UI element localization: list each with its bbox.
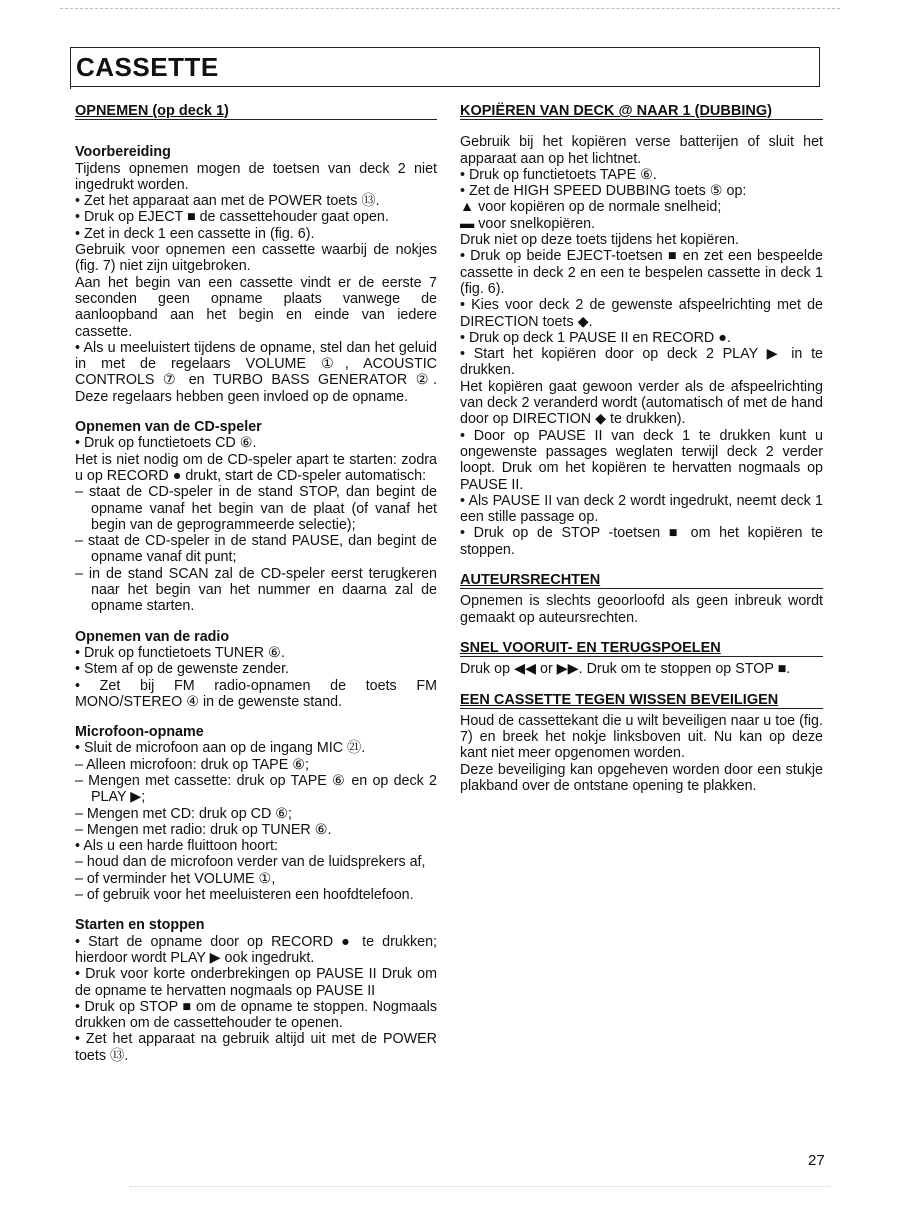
paragraph: Tijdens opnemen mogen de toetsen van deck 2 niet ingedrukt worden. bbox=[75, 160, 437, 193]
section-heading: KOPIËREN VAN DECK @ NAAR 1 (DUBBING) bbox=[460, 103, 823, 120]
paragraph: • Start het kopiëren door op deck 2 PLAY ▶ in te drukken. bbox=[460, 346, 823, 379]
paragraph: Druk op ◀◀ or ▶▶. Druk om te stoppen op STOP ■. bbox=[460, 661, 791, 678]
paragraph: ▲ voor kopiëren op de normale snelheid; bbox=[460, 199, 722, 216]
dash-item: – Mengen met CD: druk op CD ⑥; bbox=[75, 805, 293, 822]
paragraph: • Zet het apparaat na gebruik altijd uit met de POWER toets ⑬. bbox=[75, 1031, 437, 1064]
paragraph: Aan het begin van een cassette vindt er de eerste 7 seconden geen opname plaats vanwege de aanloopband aan het begin en einde van iedere cassette. bbox=[75, 274, 437, 340]
paragraph: • Druk op STOP ■ om de opname te stoppen. Nogmaals drukken om de cassettehouder te openen. bbox=[75, 998, 437, 1032]
dash-item: – Mengen met radio: druk op TUNER ⑥. bbox=[75, 821, 332, 838]
left-heading: OPNEMEN (op deck 1) bbox=[75, 103, 437, 120]
paragraph: • Als u een harde fluittoon hoort: bbox=[75, 838, 278, 855]
scan-artifact-bottom bbox=[130, 1186, 830, 1187]
page-number: 27 bbox=[808, 1152, 825, 1169]
subsection-title: Opnemen van de CD-speler bbox=[75, 419, 262, 436]
paragraph: • Kies voor deck 2 de gewenste afspeelrichting met de DIRECTION toets ◆. bbox=[460, 297, 823, 330]
paragraph: • Als u meeluistert tijdens de opname, stel dan het geluid in met de regelaars VOLUME ①, ACOUSTIC CONTROLS ⑦ en TURBO BASS GENERATOR ②. Deze regelaars hebben geen invloed op de opname. bbox=[75, 339, 437, 405]
section-heading: SNEL VOORUIT- EN TERUGSPOELEN bbox=[460, 640, 823, 657]
paragraph: • Start de opname door op RECORD ● te drukken; hierdoor wordt PLAY ▶ ook ingedrukt. bbox=[75, 933, 437, 966]
paragraph: • Druk op functietoets TAPE ⑥. bbox=[460, 166, 657, 183]
dash-item: – of gebruik voor het meeluisteren een hoofdtelefoon. bbox=[75, 887, 414, 904]
section-heading: EEN CASSETTE TEGEN WISSEN BEVEILIGEN bbox=[460, 692, 823, 709]
subsection-title: Opnemen van de radio bbox=[75, 628, 230, 645]
scan-artifact-top bbox=[60, 8, 840, 11]
dash-item: – Mengen met cassette: druk op TAPE ⑥ en op deck 2 PLAY ▶; bbox=[75, 772, 437, 806]
paragraph: Het is niet nodig om de CD-speler apart te starten: zodra u op RECORD ● drukt, start de CD-speler automatisch: bbox=[75, 451, 437, 484]
paragraph: • Zet bij FM radio-opnamen de toets FM MONO/STEREO ④ in de gewenste stand. bbox=[75, 677, 437, 710]
paragraph: • Druk op deck 1 PAUSE II en RECORD ●. bbox=[460, 329, 731, 346]
dash-item: – of verminder het VOLUME ①, bbox=[75, 870, 276, 887]
paragraph: • Druk op functietoets TUNER ⑥. bbox=[75, 644, 285, 661]
subsection-title: Starten en stoppen bbox=[75, 917, 205, 934]
paragraph: • Stem af op de gewenste zender. bbox=[75, 661, 290, 678]
subsection-title: Voorbereiding bbox=[75, 144, 171, 161]
dash-item: – Alleen microfoon: druk op TAPE ⑥; bbox=[75, 756, 310, 773]
paragraph: • Als PAUSE II van deck 2 wordt ingedrukt, neemt deck 1 een stille passage op. bbox=[460, 492, 823, 526]
paragraph: • Druk op de STOP -toetsen ■ om het kopiëren te stoppen. bbox=[460, 525, 823, 558]
paragraph: Deze beveiliging kan opgeheven worden door een stukje plakband over de ontstane opening te plakken. bbox=[460, 761, 823, 794]
paragraph: ▬ voor snelkopiëren. bbox=[460, 215, 596, 232]
paragraph: • Sluit de microfoon aan op de ingang MIC ㉑. bbox=[75, 740, 366, 757]
paragraph: • Zet het apparaat aan met de POWER toets ⑬. bbox=[75, 193, 380, 210]
paragraph: Opnemen is slechts geoorloofd als geen inbreuk wordt gemaakt op auteursrechten. bbox=[460, 593, 823, 626]
page-title: CASSETTE bbox=[76, 52, 219, 82]
paragraph: Gebruik bij het kopiëren verse batterijen of sluit het apparaat aan op het lichtnet. bbox=[460, 134, 823, 167]
dash-item: – houd dan de microfoon verder van de luidsprekers af, bbox=[75, 854, 426, 871]
paragraph: • Door op PAUSE II van deck 1 te drukken kunt u ongewenste passages weglaten terwijl deck 2 verder loopt. Druk om het kopiëren te hervatten nogmaals op PAUSE II. bbox=[460, 427, 823, 493]
section-header bbox=[70, 47, 820, 87]
paragraph: Houd de cassettekant die u wilt beveiligen naar u toe (fig. 7) en breek het nokje linksboven uit. Nu kan op deze kant niet meer opgenomen worden. bbox=[460, 712, 823, 762]
paragraph: Gebruik voor opnemen een cassette waarbij de nokjes (fig. 7) niet zijn uitgebroken. bbox=[75, 242, 437, 275]
subsection-title: Microfoon-opname bbox=[75, 724, 204, 741]
paragraph: • Druk op functietoets CD ⑥. bbox=[75, 435, 257, 452]
dash-item: – staat de CD-speler in de stand STOP, dan begint de opname vanaf het begin van de plaat (of vanaf het begin van de geprogrammeerde selectie); bbox=[75, 484, 437, 533]
paragraph: • Druk voor korte onderbrekingen op PAUSE II Druk om de opname te hervatten nogmaals op PAUSE II bbox=[75, 966, 437, 999]
paragraph: Druk niet op deze toets tijdens het kopiëren. bbox=[460, 232, 739, 249]
right-column bbox=[460, 103, 823, 794]
paragraph: • Zet de HIGH SPEED DUBBING toets ⑤ op: bbox=[460, 183, 747, 200]
dash-item: – in de stand SCAN zal de CD-speler eerst terugkeren naar het begin van het nummer en daarna zal de opname starten. bbox=[75, 565, 437, 615]
paragraph: • Zet in deck 1 een cassette in (fig. 6). bbox=[75, 225, 315, 242]
paragraph: • Druk op EJECT ■ de cassettehouder gaat open. bbox=[75, 209, 389, 226]
dash-item: – staat de CD-speler in de stand PAUSE, dan begint de opname vanaf dit punt; bbox=[75, 533, 437, 566]
left-column bbox=[75, 103, 437, 1064]
paragraph: • Druk op beide EJECT-toetsen ■ en zet een bespeelde cassette in deck 2 en een te bespelen cassette in deck 1 (fig. 6). bbox=[460, 248, 823, 297]
section-heading: AUTEURSRECHTEN bbox=[460, 572, 823, 589]
paragraph: Het kopiëren gaat gewoon verder als de afspeelrichting van deck 2 veranderd wordt (automatisch of met de hand door op DIRECTION ◆ te drukken). bbox=[460, 378, 823, 428]
